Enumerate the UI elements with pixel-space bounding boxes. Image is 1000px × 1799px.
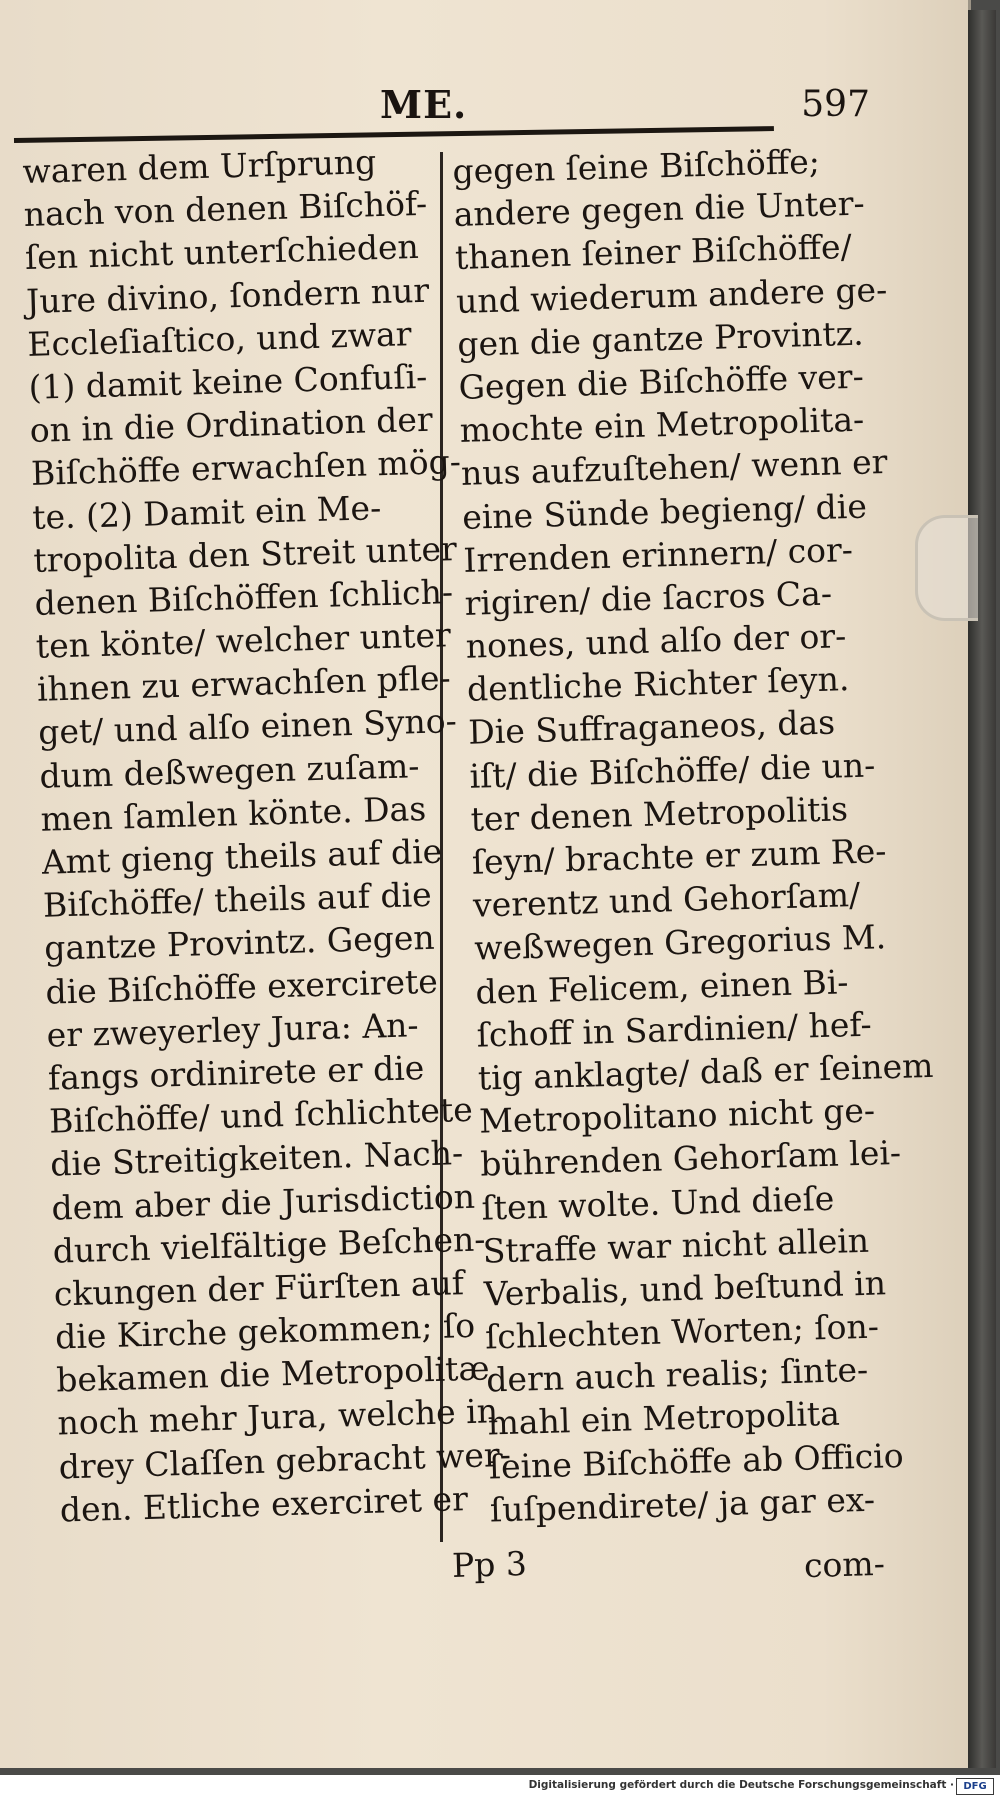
text-line: ſchoff in Sardinien/ hef-	[476, 1004, 873, 1055]
text-line: verentz und Gehorſam/	[472, 875, 861, 925]
text-line: eine Sünde begieng/ die	[461, 486, 868, 537]
text-line: Metropolitano nicht ge-	[478, 1090, 876, 1141]
text-line: nus aufzuſtehen/ wenn er	[460, 442, 888, 494]
text-line: er zweyerley Jura: An-	[46, 1005, 420, 1055]
text-line: tropolita den Streit unter	[32, 528, 458, 580]
text-line: rigiren/ die ſacros Ca-	[464, 573, 833, 623]
running-head: ME.	[380, 82, 468, 127]
catchword: com-	[803, 1543, 886, 1586]
text-line: ſen nicht unterſchieden	[24, 227, 420, 278]
text-line: dem aber die Jurisdiction	[50, 1176, 476, 1228]
text-line: Eccleſiaſtico, und zwar	[26, 313, 412, 364]
text-line: den Felicem, einen Bi-	[474, 961, 849, 1012]
text-line: durch vielfältige Beſchen-	[52, 1219, 486, 1271]
text-line: dern auch realis; ſinte-	[485, 1350, 869, 1400]
text-line: Die Suffraganeos, das	[467, 702, 836, 753]
text-line: men ſamlen könte. Das	[40, 788, 427, 839]
text-line: nones, und alſo der or-	[465, 616, 847, 666]
text-line: Gegen die Biſchöffe ver-	[458, 356, 865, 407]
text-line: drey Claſſen gebracht wer-	[58, 1434, 512, 1487]
text-line: die Biſchöffe exercirete	[44, 961, 439, 1012]
text-line: ſuſpendirete/ ja gar ex-	[489, 1479, 876, 1530]
text-line: gen die gantze Provintz.	[456, 313, 865, 364]
text-line: ſeine Biſchöffe ab Officio	[488, 1435, 905, 1487]
text-line: te. (2) Damit ein Me-	[31, 487, 382, 537]
text-line: noch mehr Jura, welche in	[57, 1391, 499, 1443]
text-line: on in die Ordination der	[29, 399, 434, 451]
text-line: bührenden Gehorſam lei-	[479, 1133, 902, 1184]
text-line: und wiederum andere ge-	[455, 269, 888, 321]
text-line: die Streitigkeiten. Nach-	[49, 1133, 464, 1184]
text-line: iſt/ die Biſchöffe/ die un-	[468, 745, 876, 796]
text-line: ſeyn/ brachte er zum Re-	[471, 831, 887, 882]
text-line: die Kirche gekommen; ſo	[54, 1305, 476, 1357]
page-edge	[968, 10, 996, 1768]
right-column	[452, 138, 934, 1532]
text-line: ter denen Metropolitis	[470, 789, 849, 839]
text-line: den. Etliche exerciret er	[59, 1478, 469, 1530]
text-line: gegen ſeine Biſchöffe;	[452, 141, 821, 191]
text-line: tig anklagte/ daß er ſeinem	[477, 1045, 934, 1098]
dfg-logo-icon: DFG	[956, 1778, 994, 1795]
text-line: mahl ein Metropolita	[487, 1394, 841, 1443]
text-line: thanen ſeiner Biſchöffe/	[454, 227, 853, 278]
text-line: nach von denen Biſchöf-	[23, 183, 428, 235]
text-line: weßwegen Gregorius M.	[473, 917, 887, 969]
signature-mark: Pp 3	[451, 1543, 528, 1586]
text-line: dentliche Richter ſeyn.	[466, 659, 850, 710]
text-line: fangs ordinirete er die	[47, 1048, 425, 1098]
text-line: bekamen die Metropolitæ	[55, 1348, 490, 1400]
text-line: denen Biſchöffen ſchlich-	[34, 572, 454, 623]
text-line: Amt gieng theils auf die	[41, 831, 443, 882]
page-number: 597	[801, 84, 870, 125]
text-line: Irrenden erinnern/ cor-	[462, 529, 854, 580]
digitization-credit: Digitalisierung gefördert durch die Deutsche Forschungsgemeinschaft ·	[528, 1779, 954, 1791]
text-line: mochte ein Metropolita-	[459, 399, 865, 451]
text-line: Biſchöffe erwachſen mög-	[30, 442, 462, 494]
text-line: ſchlechten Worten; ſon-	[484, 1306, 880, 1357]
text-line: andere gegen die Unter-	[453, 183, 866, 235]
text-line: Jure divino, ſondern nur	[25, 270, 430, 321]
text-line: ſten wolte. Und dieſe	[480, 1178, 835, 1228]
text-line: Biſchöffe/ theils auf die	[42, 875, 433, 925]
page-tab-marker	[915, 515, 978, 621]
text-line: get/ und alſo einen Syno-	[37, 701, 458, 753]
text-line: waren dem Urſprung	[22, 142, 377, 191]
text-line: ten könte/ welcher unter	[35, 615, 452, 666]
text-line: gantze Provintz. Gegen	[43, 918, 436, 969]
text-line: dum deßwegen zuſam-	[38, 745, 420, 796]
text-line: Biſchöffe/ und ſchlichtete	[48, 1089, 474, 1141]
text-line: Straffe war nicht allein	[482, 1220, 870, 1271]
left-column	[22, 138, 512, 1531]
text-line: ckungen der Fürſten auf	[53, 1262, 465, 1314]
text-line: ihnen zu erwachſen pfle-	[36, 658, 452, 710]
text-line: Verbalis, und beſtund in	[483, 1263, 887, 1314]
text-line: (1) damit keine Confuſi-	[28, 356, 428, 407]
